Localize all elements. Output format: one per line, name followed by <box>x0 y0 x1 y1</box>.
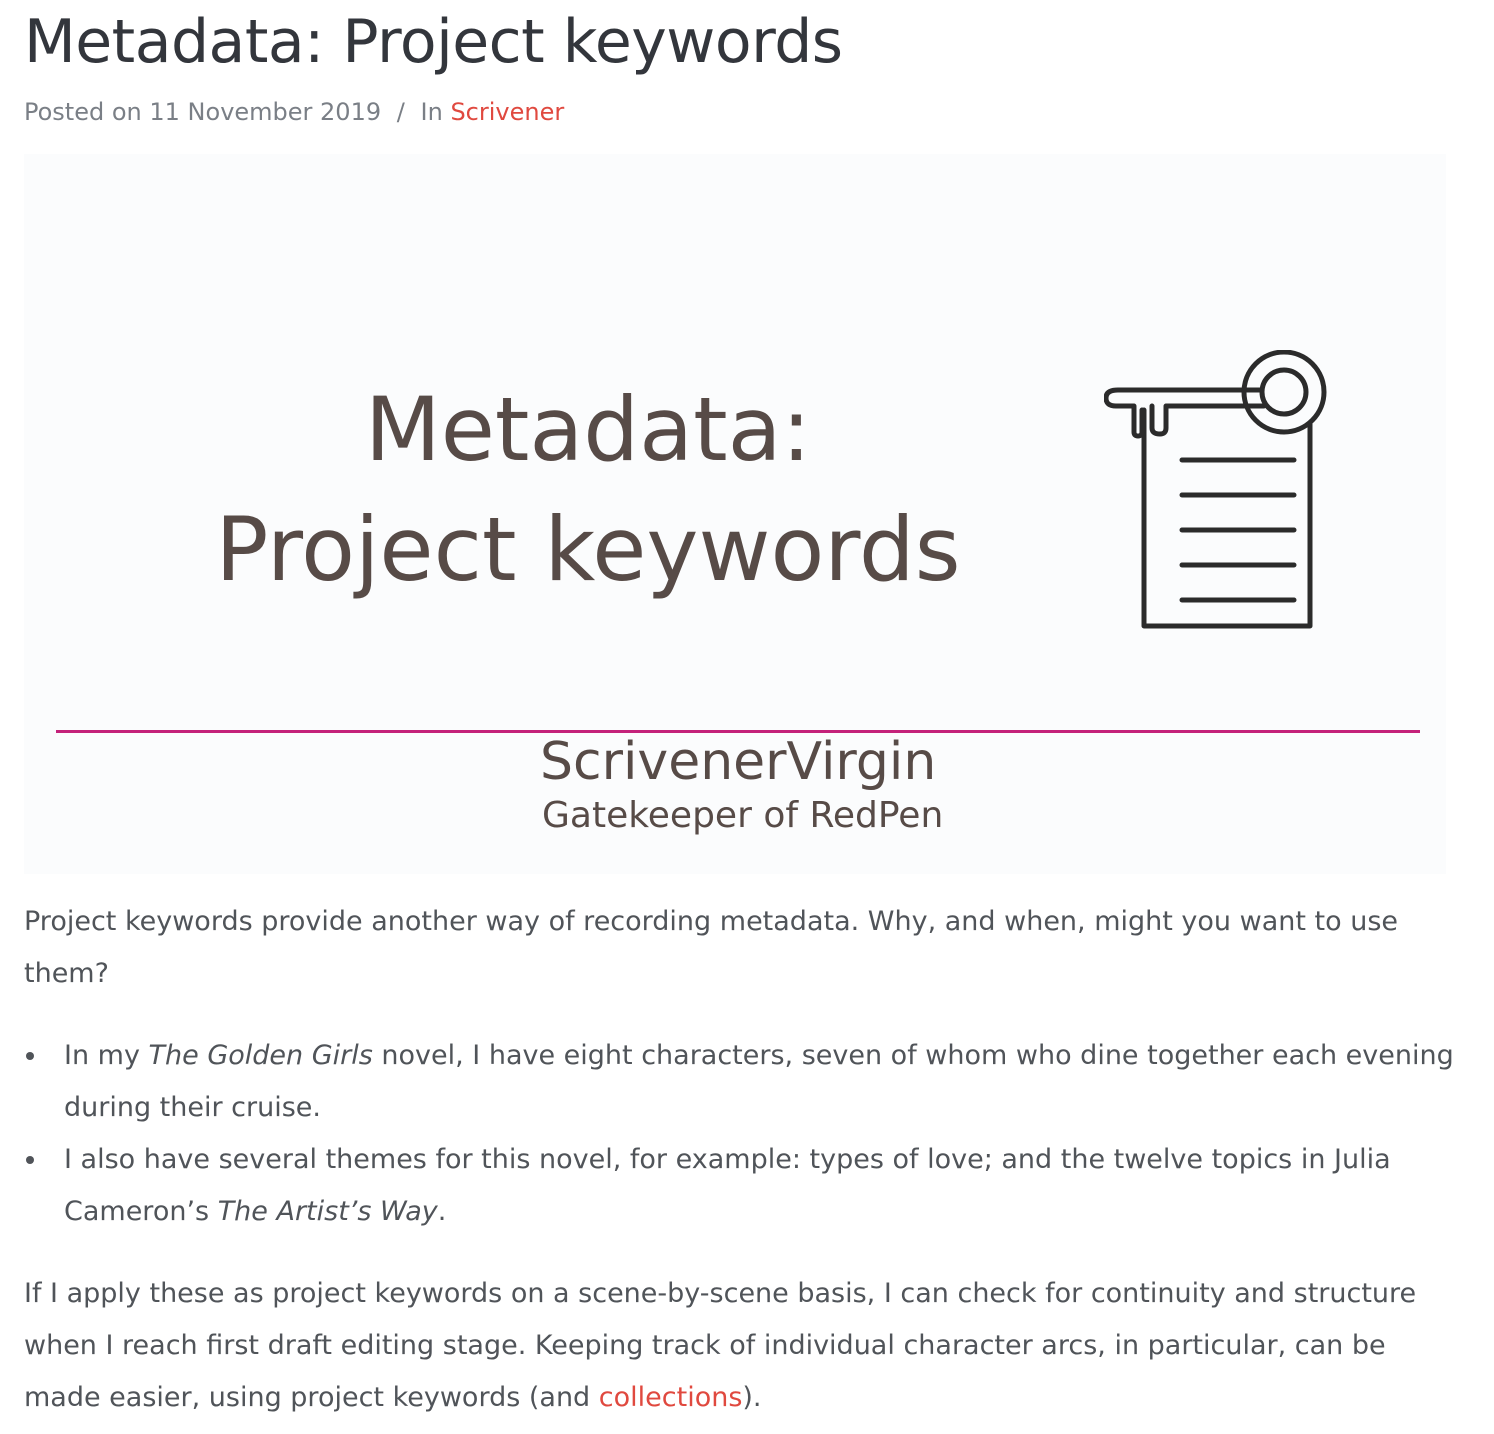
collections-link[interactable]: collections <box>598 1382 743 1413</box>
intro-paragraph: Project keywords provide another way of recording metadata. Why, and when, might you want to use them? <box>24 906 1399 989</box>
meta-separator: / <box>396 98 405 126</box>
book-title: The Artist’s Way <box>217 1196 438 1227</box>
featured-title-line2: Project keywords <box>215 498 961 601</box>
category-link[interactable]: Scrivener <box>450 98 565 126</box>
post-date[interactable]: 11 November 2019 <box>149 98 382 126</box>
list-item-text: I also have several themes for this novel, for example: types of love; and the twelve topics in Julia Cameron’s The Artist’s Way. <box>64 1144 1391 1227</box>
body-paragraph: If I apply these as project keywords on a scene-by-scene basis, I can check for continuity and structure when I reach first draft editing stage. Keeping track of individual character arcs, in particular, can be made easier, using project keywords (and collections). <box>24 1278 1417 1413</box>
posted-on-label: Posted on <box>24 98 142 126</box>
brand-name: ScrivenerVirgin <box>540 732 937 792</box>
list-item <box>24 1134 1464 1238</box>
document-key-icon <box>1104 350 1330 632</box>
bullet-icon <box>26 1156 34 1164</box>
post-meta <box>24 96 564 128</box>
bullet-icon <box>26 1052 34 1060</box>
in-label: In <box>420 98 443 126</box>
featured-image <box>24 154 1446 874</box>
brand-tagline: Gatekeeper of RedPen <box>542 795 944 836</box>
book-title: The Golden Girls <box>148 1040 373 1071</box>
bullet-list <box>24 1030 1464 1238</box>
post-body <box>24 896 1464 1424</box>
list-item-text: In my The Golden Girls novel, I have eight characters, seven of whom who dine together each evening during their cruise. <box>64 1040 1454 1123</box>
list-item <box>24 1030 1464 1134</box>
featured-title-line1: Metadata: <box>364 378 812 481</box>
post-title: Metadata: Project keywords <box>24 7 843 77</box>
